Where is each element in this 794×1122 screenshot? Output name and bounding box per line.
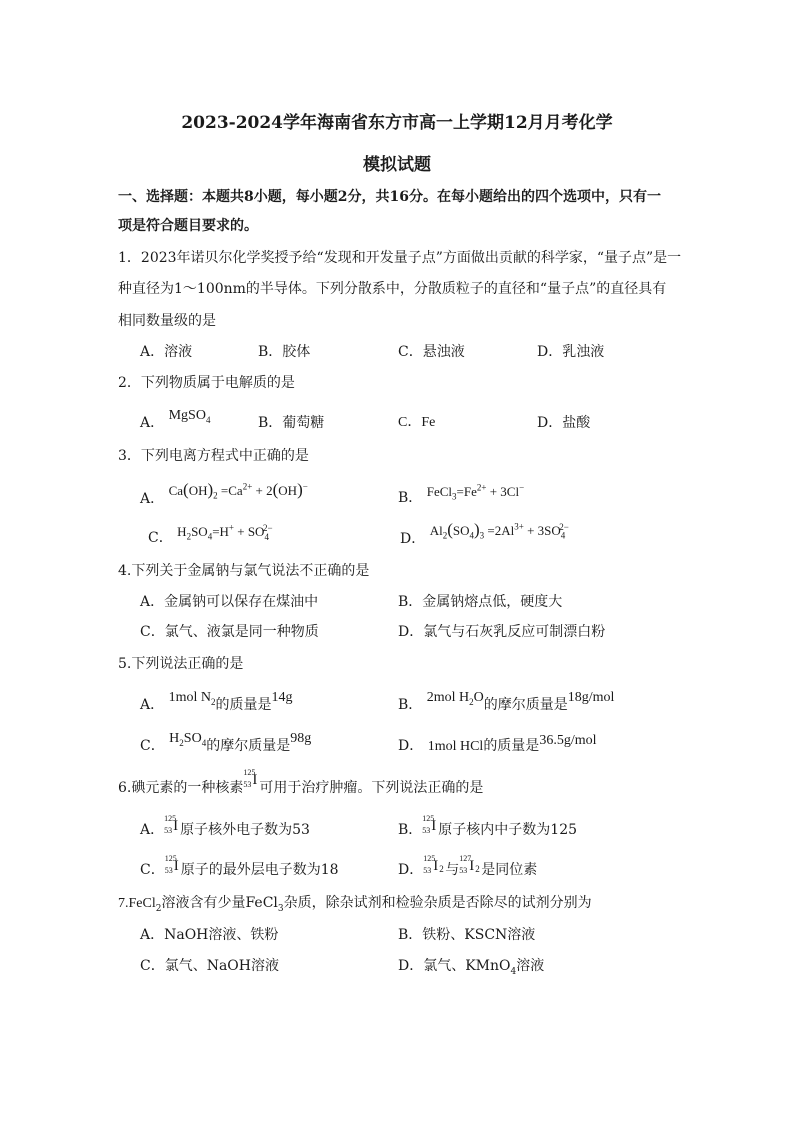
- q1-option-a: A．溶液: [140, 344, 193, 360]
- q4-option-b: B．金属钠熔点低，硬度大: [398, 594, 563, 610]
- q6-a-letter: A．: [140, 822, 165, 838]
- q7-d-sub: 4: [510, 966, 517, 977]
- q6-z: 53: [243, 780, 252, 789]
- q6-b-z: 53: [422, 826, 431, 835]
- section-heading-cont: 项是符合题目要求的。: [118, 218, 258, 234]
- q6-d2-z: 53: [459, 866, 468, 875]
- q2-a-formula-sub: 4: [205, 414, 211, 425]
- q1-stem-line3: 相同数量级的是: [118, 313, 216, 329]
- q6-a-text: 原子核外电子数为53: [180, 822, 310, 838]
- q6-b-sym: I: [431, 818, 437, 834]
- q2-option-a-formula: [169, 408, 211, 423]
- q3-option-a: [140, 480, 308, 509]
- q5-c-so: SO: [183, 731, 202, 746]
- q7-stem-b: 溶液含有少量FeCl: [161, 895, 278, 911]
- q3-equation-a: $Ca(OH)_2 =Ca^{2+} + 2(OH)^-$: [168, 480, 308, 501]
- q5-a-quantity: [169, 690, 216, 705]
- q2-option-a-letter: A．: [140, 415, 165, 431]
- q2-option-b: B．葡萄糖: [258, 415, 325, 431]
- q3-option-a-letter: A．: [140, 491, 165, 507]
- q3-option-d: [400, 520, 575, 549]
- q4-option-a: A．金属钠可以保存在煤油中: [140, 594, 319, 610]
- q4-stem: 4.下列关于金属钠与氯气说法不正确的是: [118, 563, 370, 579]
- q6-d1-mass: 125: [423, 854, 436, 863]
- q6-d-nuclide-1: [423, 856, 445, 876]
- page-subtitle: 模拟试题: [363, 155, 431, 175]
- q6-a-sym: I: [173, 818, 179, 834]
- q6-stem: [118, 768, 484, 798]
- q7-option-c: C．氯气、NaOH溶液: [140, 958, 279, 974]
- q2-a-formula-text: MgSO: [168, 408, 206, 423]
- q3-equation-c: $H_2SO_4=H^+ + SO_4^{2-}$: [177, 522, 273, 542]
- q5-d-letter: D．: [398, 738, 424, 754]
- q6-c-sym: I: [173, 858, 179, 874]
- q5-option-b: [398, 690, 615, 716]
- q6-a-z: 53: [164, 826, 173, 835]
- q7-d-b: 溶液: [516, 958, 545, 974]
- q1-option-c: C．悬浊液: [398, 344, 465, 360]
- q5-c-pre: H: [169, 731, 180, 746]
- q2-option-a: [140, 408, 211, 434]
- q6-option-a: [140, 814, 310, 840]
- q1-stem-line1: 1．2023年诺贝尔化学奖授予给“发现和开发量子点”方面做出贡献的科学家，“量子点”是一: [118, 250, 682, 266]
- q3-stem: 3．下列电离方程式中正确的是: [118, 448, 309, 464]
- q6-b-text: 原子核内中子数为125: [438, 822, 578, 838]
- q7-option-b: B．铁粉、KSCN溶液: [398, 927, 536, 943]
- q5-a-sub: 2: [210, 696, 216, 707]
- q2-option-c: C．Fe: [398, 415, 436, 430]
- q6-mass: 125: [243, 768, 256, 777]
- q3-option-b-letter: B．: [398, 490, 423, 506]
- q6-d2-sub: 2: [475, 864, 480, 874]
- q5-b-letter: B．: [398, 697, 423, 713]
- q6-d-letter: D．: [398, 862, 424, 878]
- q5-option-a: [140, 690, 293, 716]
- q6-d-nuclide-2: [459, 856, 481, 876]
- q2-stem: 2．下列物质属于电解质的是: [118, 375, 295, 391]
- section-heading: 一、选择题：本题共8小题，每小题2分，共16分。在每小题给出的四个选项中，只有一: [118, 189, 661, 205]
- q3-equation-d: $Al_2(SO_4)_3 =2Al^{3+} + 3SO_4^{2-}$: [429, 520, 569, 541]
- q3-option-c: [148, 522, 279, 548]
- q5-c-sub1: 2: [179, 737, 184, 748]
- q5-d-mid: 的质量是: [483, 738, 540, 754]
- q5-stem: 5.下列说法正确的是: [118, 656, 244, 672]
- q6-c-nuclide: [165, 856, 181, 876]
- q6-b-nuclide: [422, 816, 438, 836]
- q7-option-d: [398, 956, 544, 976]
- q6-sym: I: [252, 772, 258, 788]
- q5-c-mid: 的摩尔质量是: [206, 738, 291, 754]
- q4-option-d: D．氯气与石灰乳反应可制漂白粉: [398, 624, 606, 640]
- q5-a-value: 14g: [271, 690, 293, 705]
- q3-equation-b: $FeCl_3=Fe^{2+} + 3Cl^-$: [426, 482, 525, 502]
- q7-stem-a: 7.FeCl: [118, 896, 156, 911]
- q3-option-d-letter: D．: [400, 531, 426, 547]
- q5-b-quantity: [427, 690, 484, 705]
- page-title: 2023-2024学年海南省东方市高一上学期12月月考化学: [181, 113, 613, 133]
- q5-b-value: 18g/mol: [567, 690, 615, 705]
- q5-d-value: 36.5g/mol: [539, 733, 597, 748]
- q6-c-z: 53: [164, 866, 173, 875]
- q5-b-pre: 2mol H: [426, 690, 470, 705]
- q1-option-d: D．乳浊液: [537, 344, 605, 360]
- q6-d-text: 是同位素: [481, 862, 538, 878]
- q6-nuclide: [243, 770, 259, 790]
- q6-d-mid: 与: [445, 862, 460, 878]
- q7-stem-c: 杂质，除杂试剂和检验杂质是否除尽的试剂分别为: [283, 895, 592, 911]
- q6-d2-sym: I: [469, 858, 475, 874]
- q7-stem: [118, 893, 592, 914]
- q5-b-sub: 2: [469, 696, 474, 707]
- q6-stem-pre: 6.碘元素的一种核素: [118, 780, 244, 796]
- q5-option-d: [398, 733, 597, 757]
- q6-a-mass: 125: [164, 814, 177, 823]
- q4-option-c: C．氯气、液氯是同一种物质: [140, 624, 319, 640]
- q5-b-o: O: [473, 690, 484, 705]
- q1-stem-line2: 种直径为1～100nm的半导体。下列分散系中，分散质粒子的直径和“量子点”的直径具有: [118, 281, 667, 297]
- q6-d1-z: 53: [423, 866, 432, 875]
- q7-stem-sub2: 3: [277, 903, 284, 914]
- q6-a-nuclide: [164, 816, 180, 836]
- q1-option-b: B．胶体: [258, 344, 311, 360]
- q5-d-pre: 1mol HCl: [427, 739, 484, 754]
- q7-option-a: A．NaOH溶液、铁粉: [140, 927, 279, 943]
- q5-a-mid: 的质量是: [215, 697, 272, 713]
- q6-option-d: [398, 854, 538, 880]
- q5-b-mid: 的摩尔质量是: [483, 697, 568, 713]
- q6-c-mass: 125: [164, 854, 177, 863]
- q2-option-d: D．盐酸: [537, 415, 591, 431]
- q5-a-pre: 1mol N: [168, 690, 211, 705]
- q6-d1-sym: I: [433, 858, 439, 874]
- q3-option-c-letter: C．: [148, 530, 173, 546]
- q5-c-sub2: 4: [201, 737, 207, 748]
- q5-c-value: 98g: [290, 731, 312, 746]
- q6-option-c: [140, 854, 339, 880]
- q5-c-quantity: [169, 731, 206, 746]
- q6-d2-mass: 127: [459, 854, 472, 863]
- q6-stem-post: 可用于治疗肿瘤。下列说法正确的是: [259, 780, 484, 796]
- q6-c-letter: C．: [140, 862, 165, 878]
- q3-option-b: [398, 482, 525, 508]
- q6-b-letter: B．: [398, 822, 423, 838]
- q6-option-b: [398, 814, 578, 840]
- q5-option-c: [140, 731, 312, 757]
- q6-d1-sub: 2: [439, 864, 444, 874]
- q5-a-letter: A．: [140, 697, 165, 713]
- q7-d-a: D．氯气、KMnO: [398, 958, 511, 974]
- q6-b-mass: 125: [422, 814, 435, 823]
- q6-c-text: 原子的最外层电子数为18: [180, 862, 339, 878]
- q5-c-letter: C．: [140, 738, 165, 754]
- q7-stem-sub1: 2: [155, 903, 162, 914]
